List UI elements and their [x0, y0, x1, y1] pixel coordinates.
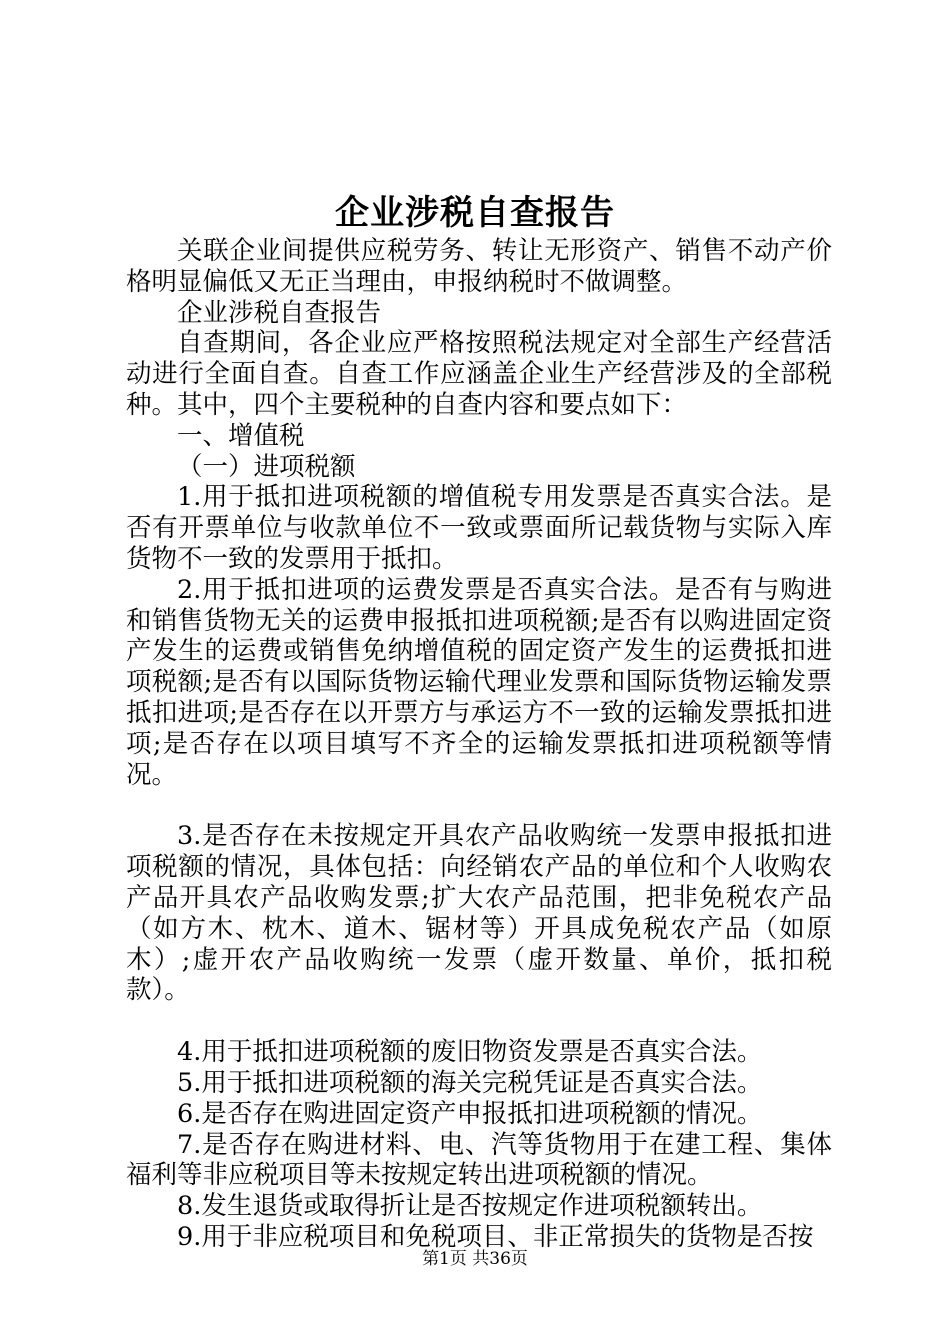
paragraph: 5.用于抵扣进项税额的海关完税凭证是否真实合法。	[177, 1067, 763, 1098]
paragraph: 关联企业间提供应税劳务、转让无形资产、销售不动产价格明显偏低又无正当理由，申报纳税时不做调整。	[126, 236, 832, 297]
paragraph: 2.用于抵扣进项的运费发票是否真实合法。是否有与购进和销售货物无关的运费申报抵扣进项税额;是否有以购进固定资产发生的运费或销售免纳增值税的固定资产发生的运费抵扣进项税额;是否有以国际货物运输代理业发票和国际货物运输发票抵扣进项;是否存在以开票方与承运方不一致的运输发票抵扣进项;是否存在以项目填写不齐全的运输发票抵扣进项税额等情况。	[126, 574, 832, 790]
subsection-heading: （一）进项税额	[177, 451, 356, 482]
paragraph: 9.用于非应税项目和免税项目、非正常损失的货物是否按	[177, 1221, 814, 1252]
paragraph: 自查期间，各企业应严格按照税法规定对全部生产经营活动进行全面自查。自查工作应涵盖企业生产经营涉及的全部税种。其中，四个主要税种的自查内容和要点如下：	[126, 328, 832, 420]
page-number-footer: 第1页 共36页	[422, 1249, 528, 1269]
paragraph: 1.用于抵扣进项税额的增值税专用发票是否真实合法。是否有开票单位与收款单位不一致或票面所记载货物与实际入库货物不一致的发票用于抵扣。	[126, 482, 832, 574]
section-heading: 一、增值税	[177, 420, 305, 451]
paragraph: 企业涉税自查报告	[177, 297, 382, 328]
paragraph: 3.是否存在未按规定开具农产品收购统一发票申报抵扣进项税额的情况，具体包括：向经销农产品的单位和个人收购农产品开具农产品收购发票;扩大农产品范围，把非免税农产品（如方木、枕木、道木、锯材等）开具成免税农产品（如原木）;虚开农产品收购统一发票（虚开数量、单价，抵扣税款）。	[126, 821, 832, 1006]
paragraph: 8.发生退货或取得折让是否按规定作进项税额转出。	[177, 1191, 763, 1222]
document-title: 企业涉税自查报告	[335, 193, 615, 233]
paragraph: 4.用于抵扣进项税额的废旧物资发票是否真实合法。	[177, 1037, 763, 1068]
document-body	[126, 236, 832, 1253]
paragraph: 7.是否存在购进材料、电、汽等货物用于在建工程、集体福利等非应税项目等未按规定转出进项税额的情况。	[126, 1129, 832, 1191]
paragraph: 6.是否存在购进固定资产申报抵扣进项税额的情况。	[177, 1098, 763, 1129]
